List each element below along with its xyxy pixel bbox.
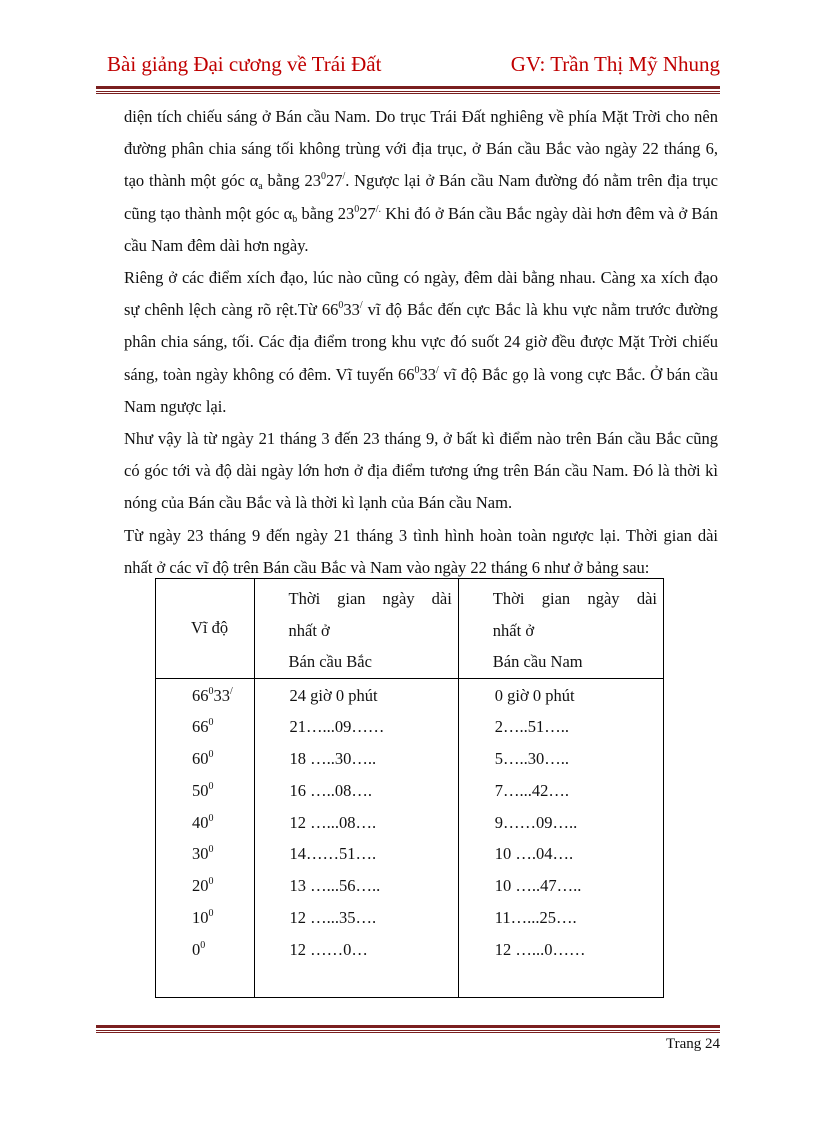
header-cell-latitude: Vĩ độ — [156, 579, 255, 679]
page-number: Trang 24 — [665, 1036, 720, 1052]
latitude-cell: $10^0$ — [192, 908, 214, 928]
latitude-cell: $20^0$ — [192, 876, 214, 896]
north-day-length-cell: 18 …..30….. — [289, 749, 377, 769]
paragraph-1: diện tích chiếu sáng ở Bán cầu Nam. Do trục Trái Đất nghiêng về phía Mặt Trời cho nên đường phân chia sáng tối không trùng với địa trục, ở Bán cầu Bắc vào ngày 22 tháng 6, tạo thành một góc $\alpha_a$ bằng $23^027^/$. Ngược lại ở Bán cầu Nam đường đó nằm trên địa trục cũng tạo thành một góc $\alpha_b$ bằng $23^027^{/.}$ Khi đó ở Bán cầu Bắc ngày dài hơn đêm và ở Bán cầu Nam đêm dài hơn ngày. — [124, 107, 718, 255]
day-length-table — [155, 578, 664, 998]
table-header-row — [156, 579, 664, 679]
south-day-length-cell: 10 …..47….. — [494, 876, 582, 896]
north-day-length-cell: 12 ……0… — [289, 939, 368, 959]
north-day-length-cell: 12 …...35…. — [289, 908, 377, 928]
latitude-cell: $50^0$ — [192, 780, 214, 800]
south-day-length-cell: 10 ….04…. — [494, 844, 574, 864]
document-body — [124, 101, 718, 584]
latitude-cell: $66^033^/$ — [192, 685, 233, 705]
paragraph-3: Như vậy là từ ngày 21 tháng 3 đến 23 tháng 9, ở bất kì điểm nào trên Bán cầu Bắc cũng có góc tới và độ dài ngày lớn hơn ở địa điểm tương ứng trên Bán cầu Nam. Đó là thời kì nóng của Bán cầu Bắc và là thời kì lạnh của Bán cầu Nam. — [124, 429, 718, 513]
latitude-cell: $66^0$ — [192, 717, 214, 737]
header-course-title: Bài giảng Đại cương về Trái Đất — [107, 52, 382, 76]
south-column — [458, 678, 663, 998]
page-header — [107, 52, 720, 82]
header-cell-south: Thời gian ngày dài nhất ở Bán cầu Nam — [458, 579, 663, 679]
paragraph-4: Từ ngày 23 tháng 9 đến ngày 21 tháng 3 tình hình hoàn toàn ngược lại. Thời gian dài nhất ở các vĩ độ trên Bán cầu Bắc và Nam vào ngày 22 tháng 6 như ở bảng sau: — [124, 525, 718, 577]
north-day-length-cell: 13 …...56….. — [289, 876, 381, 896]
south-day-length-cell: 5…..30….. — [494, 749, 570, 769]
north-column — [254, 678, 458, 998]
header-lecturer: GV: Trần Thị Mỹ Nhung — [510, 52, 720, 76]
south-day-length-cell: 7…...42…. — [494, 780, 570, 800]
north-day-length-cell: 24 giờ 0 phút — [289, 685, 378, 705]
south-day-length-cell: 0 giờ 0 phút — [494, 685, 575, 705]
north-day-length-cell: 14……51…. — [289, 844, 377, 864]
south-day-length-cell: 9……09….. — [494, 812, 578, 832]
latitude-cell: $30^0$ — [192, 844, 214, 864]
latitude-cell: $60^0$ — [192, 749, 214, 769]
north-day-length-cell: 21…...09…… — [289, 717, 385, 737]
paragraph-2: Riêng ở các điểm xích đạo, lúc nào cũng có ngày, đêm dài bằng nhau. Càng xa xích đạo sự chênh lệch càng rõ rệt.Từ $66^033^/$ vĩ độ Bắc đến cực Bắc là khu vực nằm trước đường phân chia sáng, tối. Các địa điểm trong khu vực đó suốt 24 giờ đều được Mặt Trời chiếu sáng, toàn ngày không có đêm. Vĩ tuyến $66^033^/$ vĩ độ Bắc gọ là vong cực Bắc. Ở bán cầu Nam ngược lại. — [124, 268, 719, 416]
table-body-row — [156, 678, 664, 998]
header-cell-north: Thời gian ngày dài nhất ở Bán cầu Bắc — [254, 579, 458, 679]
south-day-length-cell: 11…...25…. — [494, 908, 577, 928]
latitude-cell: $0^0$ — [192, 939, 206, 959]
latitude-column — [156, 678, 255, 998]
south-day-length-cell: 2…..51….. — [494, 717, 570, 737]
north-day-length-cell: 16 …..08…. — [289, 780, 373, 800]
north-day-length-cell: 12 …...08…. — [289, 812, 377, 832]
south-day-length-cell: 12 …...0…… — [494, 939, 586, 959]
latitude-cell: $40^0$ — [192, 812, 214, 832]
